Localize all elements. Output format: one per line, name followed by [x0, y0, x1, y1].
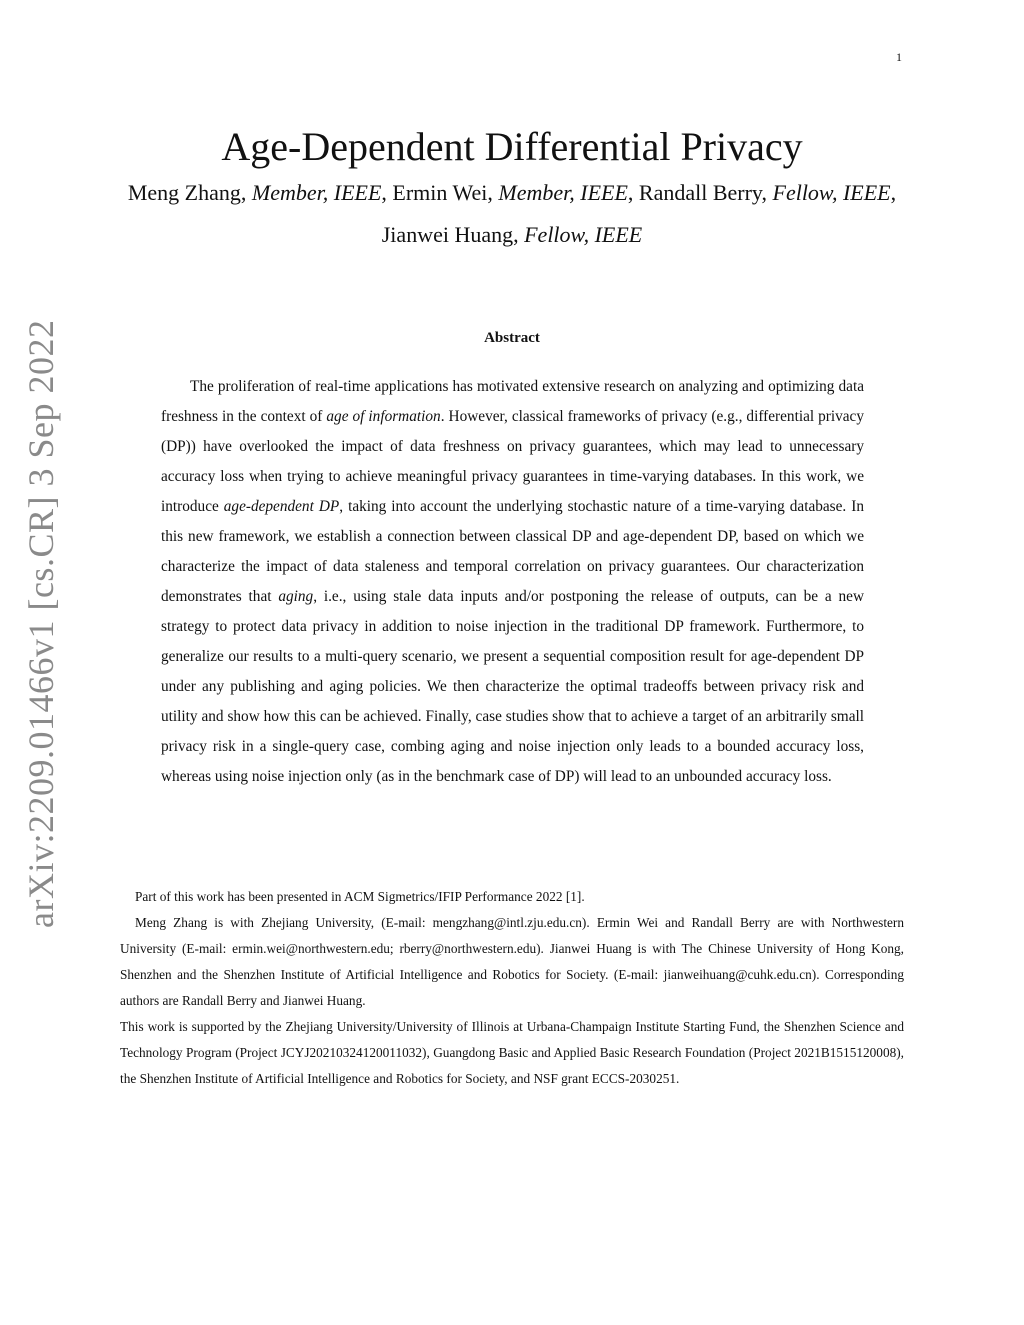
arxiv-identifier-stamp: arXiv:2209.01466v1 [cs.CR] 3 Sep 2022 [21, 319, 61, 928]
footnotes [120, 884, 904, 1092]
abstract-text: The proliferation of real-time applications has motivated extensive research on analyzing and optimizing data freshness in the context of [161, 378, 864, 425]
author-affiliation-role: Fellow, IEEE [772, 180, 891, 205]
footnote-funding: This work is supported by the Zhejiang University/University of Illinois at Urbana-Champaign Institute Starting Fund, the Shenzhen Science and Technology Program (Project JCYJ20210324120011032), Guangdong Basic and Applied Basic Research Foundation (Project 2021B1515120008), the Shenzhen Institute of Artificial Intelligence and Robotics for Society, and NSF grant ECCS-2030251. [120, 1019, 904, 1086]
paper-title: Age-Dependent Differential Privacy [221, 123, 803, 169]
author-randall-berry: , Randall Berry, [627, 180, 773, 205]
author-affiliation-role: Fellow, IEEE [524, 222, 643, 247]
author-affiliation-role: Member, IEEE [498, 180, 628, 205]
author-meng-zhang: Meng Zhang, [127, 180, 252, 205]
footnote-affiliations: Meng Zhang is with Zhejiang University, (E-mail: mengzhang@intl.zju.edu.cn). Ermin Wei and Randall Berry are with Northwestern University (E-mail: ermin.wei@northwestern.edu; rberry@northwestern.edu). Jianwei Huang is with The Chinese University of Hong Kong, Shenzhen and the Shenzhen Institute of Artificial Intelligence and Robotics for Society. (E-mail: jianweihuang@cuhk.edu.cn). Corresponding authors are Randall Berry and Jianwei Huang. [120, 915, 904, 1008]
author-affiliation-role: Member, IEEE [251, 180, 382, 205]
author-jianwei-huang: , Jianwei Huang, [381, 180, 897, 247]
abstract-heading: Abstract [484, 330, 540, 346]
abstract-body [161, 372, 864, 792]
footnote-presentation: Part of this work has been presented in ACM Sigmetrics/IFIP Performance 2022 [1]. [135, 889, 585, 904]
abstract-text: , taking into account the underlying stochastic nature of a time-varying database. In this new framework, we establish a connection between classical DP and age-dependent DP, based on which we characterize the impact of data staleness and temporal correlation on privacy guarantees. Our characterization demonstrates that [161, 498, 864, 605]
abstract-emphasis: aging [278, 588, 314, 605]
author-list [110, 172, 914, 256]
abstract-emphasis: age of information [326, 408, 441, 425]
page-number: 1 [896, 50, 902, 64]
abstract-text: . However, classical frameworks of privacy (e.g., differential privacy (DP)) have overlooked the impact of data freshness on privacy guarantees, which may lead to unnecessary accuracy loss when trying to achieve meaningful privacy guarantees in time-varying databases. In this work, we introduce [161, 408, 864, 515]
author-ermin-wei: , Ermin Wei, [381, 180, 499, 205]
abstract-text: , i.e., using stale data inputs and/or postponing the release of outputs, can be a new strategy to protect data privacy in addition to noise injection in the traditional DP framework. Furthermore, to generalize our results to a multi-query scenario, we present a sequential composition result for age-dependent DP under any publishing and aging policies. We then characterize the optimal tradeoffs between privacy risk and utility and show how this can be achieved. Finally, case studies show that to achieve a target of an arbitrarily small privacy risk in a single-query case, combing aging and noise injection only leads to a bounded accuracy loss, whereas using noise injection only (as in the benchmark case of DP) will lead to an unbounded accuracy loss. [161, 588, 864, 785]
abstract-emphasis: age-dependent DP [223, 498, 340, 515]
